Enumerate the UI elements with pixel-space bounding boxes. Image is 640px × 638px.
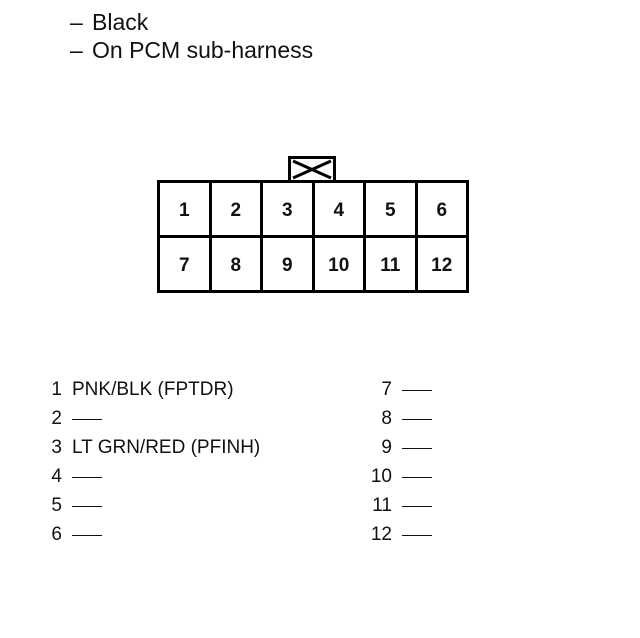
cavity-label: 6	[436, 200, 448, 221]
pin-number: 7	[381, 379, 392, 400]
header-line-color	[70, 8, 313, 36]
pin-row-10	[368, 462, 432, 491]
pin-row-6	[48, 520, 260, 549]
not-used-dash	[72, 419, 102, 420]
pin-number: 5	[51, 495, 62, 516]
pin-row-2	[48, 404, 260, 433]
cavity-6	[418, 183, 467, 235]
connector-face	[157, 180, 469, 293]
pin-number: 4	[51, 466, 62, 487]
connector-latch	[288, 156, 336, 183]
cavity-label: 4	[333, 200, 345, 221]
pin-number: 10	[370, 466, 392, 487]
pin-number: 2	[51, 408, 62, 429]
not-used-dash	[402, 419, 432, 420]
wire-label: LT GRN/RED (PFINH)	[72, 437, 261, 458]
cavity-2	[212, 183, 261, 235]
cavity-9	[263, 238, 312, 290]
not-used-dash	[72, 535, 102, 536]
cavity-label: 1	[178, 200, 190, 221]
not-used-dash	[72, 477, 102, 478]
pin-row-3	[48, 433, 260, 462]
cavity-grid	[160, 183, 466, 290]
pin-row-5	[48, 491, 260, 520]
header-location-text: On PCM sub-harness	[92, 37, 314, 63]
latch-cross-icon	[291, 159, 333, 180]
cavity-11	[366, 238, 415, 290]
not-used-dash	[72, 506, 102, 507]
cavity-label: 5	[384, 200, 396, 221]
cavity-4	[315, 183, 364, 235]
cavity-8	[212, 238, 261, 290]
not-used-dash	[402, 535, 432, 536]
cavity-label: 2	[230, 200, 242, 221]
connector-header	[70, 8, 313, 64]
pin-number: 6	[51, 524, 62, 545]
cavity-label: 9	[281, 255, 293, 276]
cavity-label: 8	[230, 255, 242, 276]
header-dash: –	[70, 37, 83, 63]
pin-row-8	[368, 404, 432, 433]
cavity-10	[315, 238, 364, 290]
cavity-5	[366, 183, 415, 235]
wire-label: PNK/BLK (FPTDR)	[72, 379, 234, 400]
cavity-1	[160, 183, 209, 235]
cavity-label: 7	[178, 255, 190, 276]
pin-list-left	[48, 375, 260, 549]
pin-number: 12	[370, 524, 392, 545]
pin-number: 9	[381, 437, 392, 458]
pin-number: 3	[51, 437, 62, 458]
not-used-dash	[402, 448, 432, 449]
pin-list-right	[368, 375, 432, 549]
pin-row-11	[368, 491, 432, 520]
cavity-label: 3	[281, 200, 293, 221]
cavity-12	[418, 238, 467, 290]
pin-row-7	[368, 375, 432, 404]
not-used-dash	[402, 477, 432, 478]
cavity-7	[160, 238, 209, 290]
cavity-3	[263, 183, 312, 235]
cavity-label: 12	[431, 255, 453, 276]
pin-row-4	[48, 462, 260, 491]
not-used-dash	[402, 390, 432, 391]
pin-number: 8	[381, 408, 392, 429]
pin-row-1	[48, 375, 260, 404]
not-used-dash	[402, 506, 432, 507]
pin-row-12	[368, 520, 432, 549]
pin-number: 1	[51, 379, 62, 400]
cavity-label: 10	[328, 255, 350, 276]
header-dash: –	[70, 9, 83, 35]
pin-number: 11	[372, 495, 392, 516]
cavity-label: 11	[380, 255, 401, 276]
pin-row-9	[368, 433, 432, 462]
header-line-location	[70, 36, 313, 64]
header-color-text: Black	[92, 9, 149, 35]
